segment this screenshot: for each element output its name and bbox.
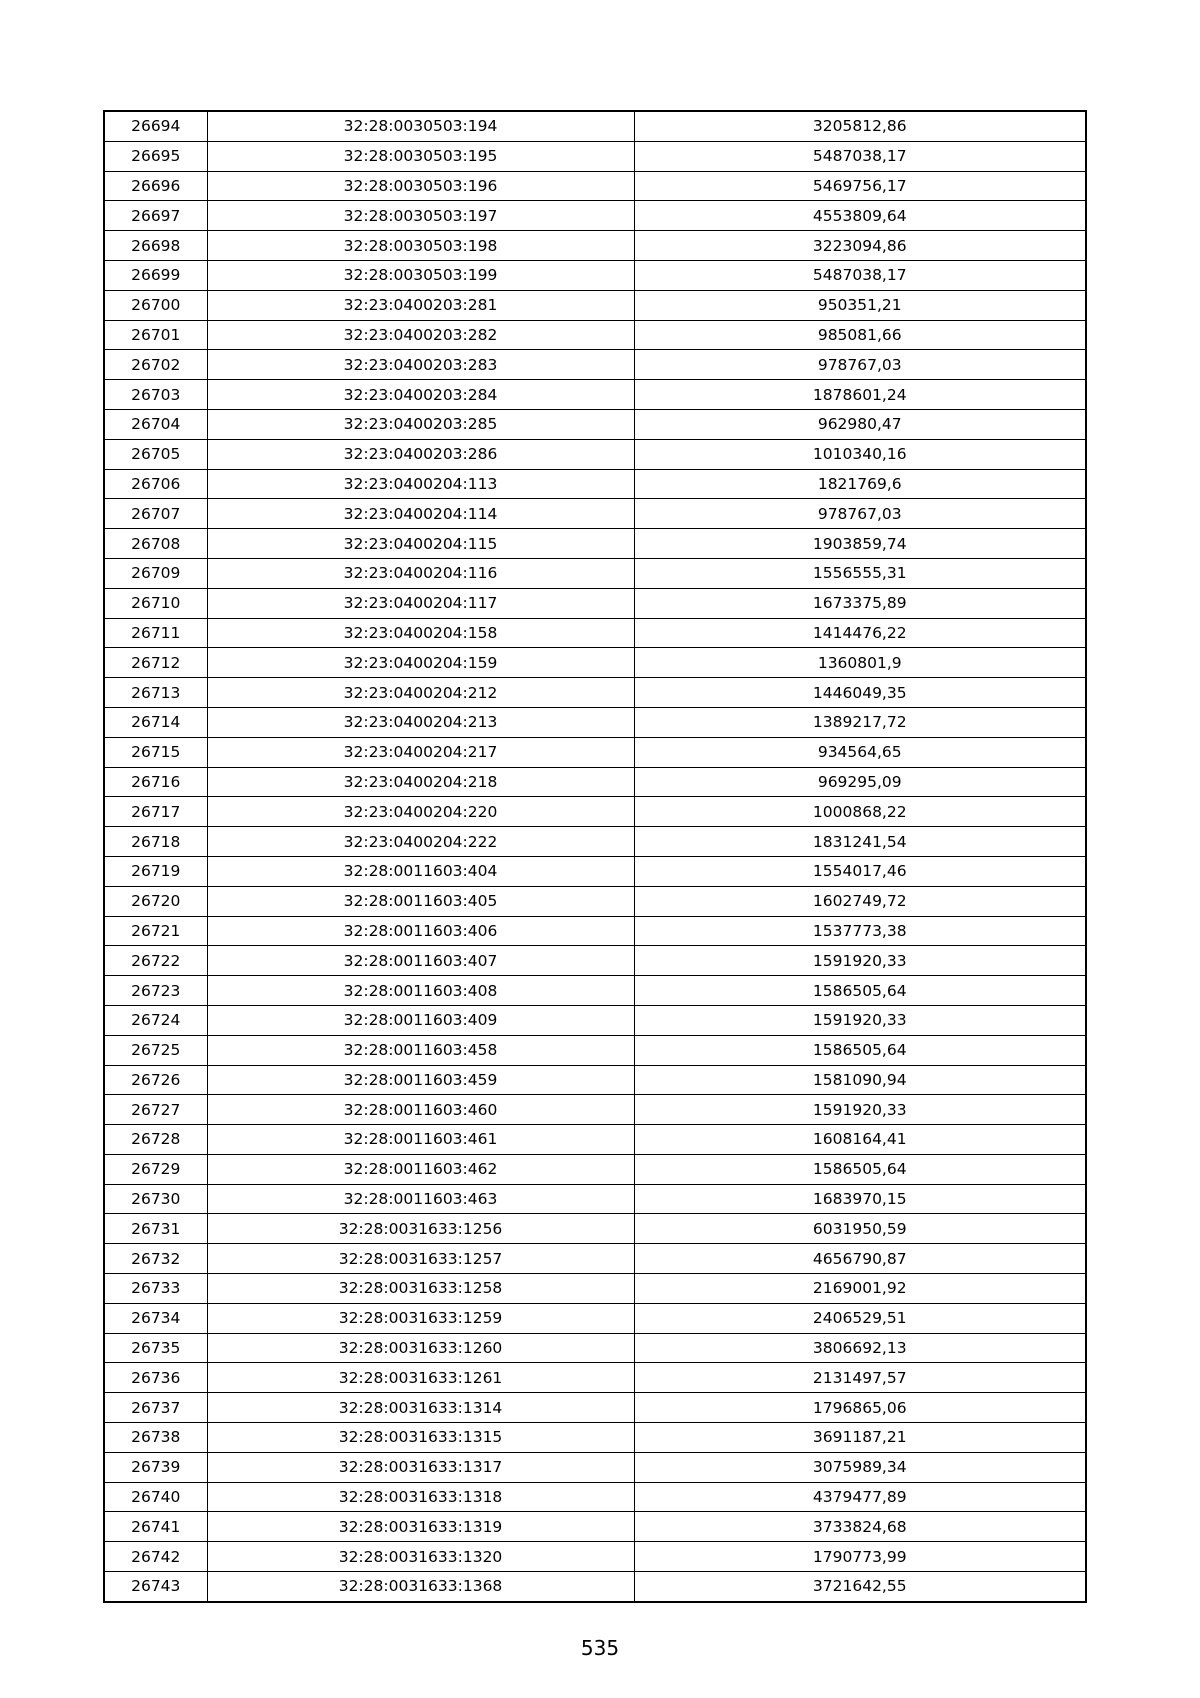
table-row xyxy=(104,856,1086,886)
row-number-cell: 26734 xyxy=(104,1303,207,1333)
value-cell: 1554017,46 xyxy=(634,856,1086,886)
cadastral-number-cell: 32:23:0400204:220 xyxy=(207,797,634,827)
cadastral-number-cell: 32:28:0031633:1317 xyxy=(207,1452,634,1482)
table-row xyxy=(104,1184,1086,1214)
row-number-cell: 26703 xyxy=(104,380,207,410)
cadastral-number-cell: 32:28:0030503:198 xyxy=(207,231,634,261)
value-cell: 4553809,64 xyxy=(634,201,1086,231)
value-cell: 1591920,33 xyxy=(634,1095,1086,1125)
value-cell: 5487038,17 xyxy=(634,141,1086,171)
table-row xyxy=(104,678,1086,708)
table-row xyxy=(104,1005,1086,1035)
table-row xyxy=(104,1035,1086,1065)
value-cell: 1360801,9 xyxy=(634,648,1086,678)
value-cell: 3806692,13 xyxy=(634,1333,1086,1363)
cadastral-number-cell: 32:23:0400204:114 xyxy=(207,499,634,529)
table-row xyxy=(104,886,1086,916)
value-cell: 978767,03 xyxy=(634,350,1086,380)
row-number-cell: 26708 xyxy=(104,529,207,559)
table-row xyxy=(104,141,1086,171)
value-cell: 1673375,89 xyxy=(634,588,1086,618)
value-cell: 1591920,33 xyxy=(634,946,1086,976)
row-number-cell: 26740 xyxy=(104,1482,207,1512)
cadastral-number-cell: 32:23:0400204:222 xyxy=(207,827,634,857)
value-cell: 3691187,21 xyxy=(634,1423,1086,1453)
value-cell: 2169001,92 xyxy=(634,1274,1086,1304)
row-number-cell: 26739 xyxy=(104,1452,207,1482)
row-number-cell: 26730 xyxy=(104,1184,207,1214)
cadastral-number-cell: 32:23:0400204:158 xyxy=(207,618,634,648)
value-cell: 1537773,38 xyxy=(634,916,1086,946)
value-cell: 950351,21 xyxy=(634,290,1086,320)
table-row xyxy=(104,1214,1086,1244)
value-cell: 1414476,22 xyxy=(634,618,1086,648)
cadastral-number-cell: 32:28:0031633:1314 xyxy=(207,1393,634,1423)
cadastral-number-cell: 32:23:0400203:286 xyxy=(207,439,634,469)
value-cell: 934564,65 xyxy=(634,737,1086,767)
table-row xyxy=(104,1244,1086,1274)
data-table xyxy=(103,110,1087,1603)
row-number-cell: 26699 xyxy=(104,260,207,290)
cadastral-number-cell: 32:28:0031633:1256 xyxy=(207,1214,634,1244)
row-number-cell: 26714 xyxy=(104,707,207,737)
table-row xyxy=(104,469,1086,499)
value-cell: 1586505,64 xyxy=(634,1035,1086,1065)
cadastral-number-cell: 32:28:0031633:1261 xyxy=(207,1363,634,1393)
value-cell: 985081,66 xyxy=(634,320,1086,350)
row-number-cell: 26705 xyxy=(104,439,207,469)
row-number-cell: 26742 xyxy=(104,1542,207,1572)
table-row xyxy=(104,290,1086,320)
row-number-cell: 26737 xyxy=(104,1393,207,1423)
value-cell: 5487038,17 xyxy=(634,260,1086,290)
cadastral-number-cell: 32:23:0400204:113 xyxy=(207,469,634,499)
table-row xyxy=(104,1333,1086,1363)
table-row xyxy=(104,1423,1086,1453)
row-number-cell: 26697 xyxy=(104,201,207,231)
row-number-cell: 26723 xyxy=(104,976,207,1006)
cadastral-number-cell: 32:23:0400204:217 xyxy=(207,737,634,767)
row-number-cell: 26713 xyxy=(104,678,207,708)
cadastral-number-cell: 32:28:0011603:460 xyxy=(207,1095,634,1125)
table-row xyxy=(104,1274,1086,1304)
row-number-cell: 26732 xyxy=(104,1244,207,1274)
row-number-cell: 26735 xyxy=(104,1333,207,1363)
table-row xyxy=(104,767,1086,797)
value-cell: 1602749,72 xyxy=(634,886,1086,916)
value-cell: 978767,03 xyxy=(634,499,1086,529)
value-cell: 3721642,55 xyxy=(634,1572,1086,1602)
value-cell: 1831241,54 xyxy=(634,827,1086,857)
cadastral-number-cell: 32:28:0030503:197 xyxy=(207,201,634,231)
value-cell: 1790773,99 xyxy=(634,1542,1086,1572)
value-cell: 1796865,06 xyxy=(634,1393,1086,1423)
cadastral-number-cell: 32:28:0011603:462 xyxy=(207,1154,634,1184)
row-number-cell: 26720 xyxy=(104,886,207,916)
table-row xyxy=(104,707,1086,737)
cadastral-number-cell: 32:28:0011603:458 xyxy=(207,1035,634,1065)
table-row xyxy=(104,588,1086,618)
value-cell: 4656790,87 xyxy=(634,1244,1086,1274)
value-cell: 1591920,33 xyxy=(634,1005,1086,1035)
cadastral-number-cell: 32:28:0011603:404 xyxy=(207,856,634,886)
table-row xyxy=(104,648,1086,678)
table-row xyxy=(104,1482,1086,1512)
table-body xyxy=(104,111,1086,1602)
table-row xyxy=(104,1393,1086,1423)
cadastral-number-cell: 32:28:0030503:196 xyxy=(207,171,634,201)
cadastral-number-cell: 32:28:0030503:194 xyxy=(207,111,634,141)
value-cell: 1389217,72 xyxy=(634,707,1086,737)
row-number-cell: 26733 xyxy=(104,1274,207,1304)
value-cell: 1586505,64 xyxy=(634,1154,1086,1184)
table-row xyxy=(104,529,1086,559)
row-number-cell: 26721 xyxy=(104,916,207,946)
table-row xyxy=(104,320,1086,350)
value-cell: 1878601,24 xyxy=(634,380,1086,410)
row-number-cell: 26698 xyxy=(104,231,207,261)
value-cell: 6031950,59 xyxy=(634,1214,1086,1244)
cadastral-number-cell: 32:23:0400203:285 xyxy=(207,409,634,439)
row-number-cell: 26695 xyxy=(104,141,207,171)
value-cell: 962980,47 xyxy=(634,409,1086,439)
row-number-cell: 26719 xyxy=(104,856,207,886)
table-row xyxy=(104,946,1086,976)
cadastral-number-cell: 32:28:0011603:459 xyxy=(207,1065,634,1095)
table-row xyxy=(104,111,1086,141)
value-cell: 5469756,17 xyxy=(634,171,1086,201)
table-row xyxy=(104,1154,1086,1184)
row-number-cell: 26722 xyxy=(104,946,207,976)
value-cell: 1556555,31 xyxy=(634,558,1086,588)
value-cell: 3205812,86 xyxy=(634,111,1086,141)
row-number-cell: 26741 xyxy=(104,1512,207,1542)
cadastral-number-cell: 32:28:0031633:1320 xyxy=(207,1542,634,1572)
cadastral-number-cell: 32:28:0031633:1368 xyxy=(207,1572,634,1602)
table-row xyxy=(104,618,1086,648)
row-number-cell: 26725 xyxy=(104,1035,207,1065)
table-row xyxy=(104,231,1086,261)
row-number-cell: 26738 xyxy=(104,1423,207,1453)
value-cell: 1903859,74 xyxy=(634,529,1086,559)
table-row xyxy=(104,1065,1086,1095)
table-row xyxy=(104,380,1086,410)
value-cell: 1821769,6 xyxy=(634,469,1086,499)
row-number-cell: 26743 xyxy=(104,1572,207,1602)
table-row xyxy=(104,1095,1086,1125)
row-number-cell: 26707 xyxy=(104,499,207,529)
cadastral-number-cell: 32:23:0400203:283 xyxy=(207,350,634,380)
cadastral-number-cell: 32:23:0400204:115 xyxy=(207,529,634,559)
cadastral-number-cell: 32:28:0031633:1257 xyxy=(207,1244,634,1274)
page-number: 535 xyxy=(580,1636,620,1660)
table-row xyxy=(104,1572,1086,1602)
value-cell: 1446049,35 xyxy=(634,678,1086,708)
cadastral-number-cell: 32:28:0011603:461 xyxy=(207,1125,634,1155)
row-number-cell: 26717 xyxy=(104,797,207,827)
cadastral-number-cell: 32:23:0400204:212 xyxy=(207,678,634,708)
cadastral-number-cell: 32:28:0011603:463 xyxy=(207,1184,634,1214)
row-number-cell: 26736 xyxy=(104,1363,207,1393)
cadastral-number-cell: 32:23:0400203:284 xyxy=(207,380,634,410)
value-cell: 1586505,64 xyxy=(634,976,1086,1006)
row-number-cell: 26702 xyxy=(104,350,207,380)
row-number-cell: 26711 xyxy=(104,618,207,648)
cadastral-number-cell: 32:28:0031633:1260 xyxy=(207,1333,634,1363)
row-number-cell: 26724 xyxy=(104,1005,207,1035)
value-cell: 2131497,57 xyxy=(634,1363,1086,1393)
value-cell: 1683970,15 xyxy=(634,1184,1086,1214)
row-number-cell: 26726 xyxy=(104,1065,207,1095)
row-number-cell: 26716 xyxy=(104,767,207,797)
cadastral-number-cell: 32:28:0011603:405 xyxy=(207,886,634,916)
value-cell: 3223094,86 xyxy=(634,231,1086,261)
row-number-cell: 26709 xyxy=(104,558,207,588)
value-cell: 3075989,34 xyxy=(634,1452,1086,1482)
row-number-cell: 26729 xyxy=(104,1154,207,1184)
row-number-cell: 26710 xyxy=(104,588,207,618)
table-row xyxy=(104,797,1086,827)
cadastral-number-cell: 32:23:0400203:281 xyxy=(207,290,634,320)
row-number-cell: 26728 xyxy=(104,1125,207,1155)
cadastral-number-cell: 32:28:0031633:1318 xyxy=(207,1482,634,1512)
cadastral-number-cell: 32:28:0011603:406 xyxy=(207,916,634,946)
row-number-cell: 26704 xyxy=(104,409,207,439)
table-row xyxy=(104,827,1086,857)
cadastral-number-cell: 32:23:0400204:213 xyxy=(207,707,634,737)
table-row xyxy=(104,916,1086,946)
table-row xyxy=(104,350,1086,380)
table-row xyxy=(104,1125,1086,1155)
table-row xyxy=(104,1452,1086,1482)
value-cell: 1010340,16 xyxy=(634,439,1086,469)
table-row xyxy=(104,976,1086,1006)
table-row xyxy=(104,201,1086,231)
table-row xyxy=(104,1363,1086,1393)
row-number-cell: 26706 xyxy=(104,469,207,499)
value-cell: 2406529,51 xyxy=(634,1303,1086,1333)
row-number-cell: 26696 xyxy=(104,171,207,201)
cadastral-number-cell: 32:28:0011603:408 xyxy=(207,976,634,1006)
value-cell: 4379477,89 xyxy=(634,1482,1086,1512)
value-cell: 1000868,22 xyxy=(634,797,1086,827)
table-row xyxy=(104,499,1086,529)
cadastral-number-cell: 32:23:0400204:117 xyxy=(207,588,634,618)
row-number-cell: 26700 xyxy=(104,290,207,320)
value-cell: 1581090,94 xyxy=(634,1065,1086,1095)
cadastral-number-cell: 32:28:0031633:1319 xyxy=(207,1512,634,1542)
cadastral-number-cell: 32:23:0400204:218 xyxy=(207,767,634,797)
row-number-cell: 26731 xyxy=(104,1214,207,1244)
table-row xyxy=(104,1303,1086,1333)
cadastral-number-cell: 32:28:0031633:1258 xyxy=(207,1274,634,1304)
cadastral-number-cell: 32:23:0400203:282 xyxy=(207,320,634,350)
row-number-cell: 26718 xyxy=(104,827,207,857)
table-row xyxy=(104,409,1086,439)
cadastral-number-cell: 32:28:0011603:407 xyxy=(207,946,634,976)
cadastral-number-cell: 32:28:0030503:199 xyxy=(207,260,634,290)
row-number-cell: 26715 xyxy=(104,737,207,767)
row-number-cell: 26694 xyxy=(104,111,207,141)
table-row xyxy=(104,1512,1086,1542)
table-row xyxy=(104,558,1086,588)
value-cell: 3733824,68 xyxy=(634,1512,1086,1542)
table-row xyxy=(104,171,1086,201)
value-cell: 1608164,41 xyxy=(634,1125,1086,1155)
cadastral-number-cell: 32:23:0400204:116 xyxy=(207,558,634,588)
cadastral-number-cell: 32:28:0011603:409 xyxy=(207,1005,634,1035)
table-row xyxy=(104,1542,1086,1572)
table-row xyxy=(104,260,1086,290)
value-cell: 969295,09 xyxy=(634,767,1086,797)
row-number-cell: 26712 xyxy=(104,648,207,678)
cadastral-number-cell: 32:28:0031633:1315 xyxy=(207,1423,634,1453)
row-number-cell: 26727 xyxy=(104,1095,207,1125)
row-number-cell: 26701 xyxy=(104,320,207,350)
table-row xyxy=(104,439,1086,469)
table-row xyxy=(104,737,1086,767)
cadastral-number-cell: 32:23:0400204:159 xyxy=(207,648,634,678)
cadastral-number-cell: 32:28:0030503:195 xyxy=(207,141,634,171)
cadastral-number-cell: 32:28:0031633:1259 xyxy=(207,1303,634,1333)
